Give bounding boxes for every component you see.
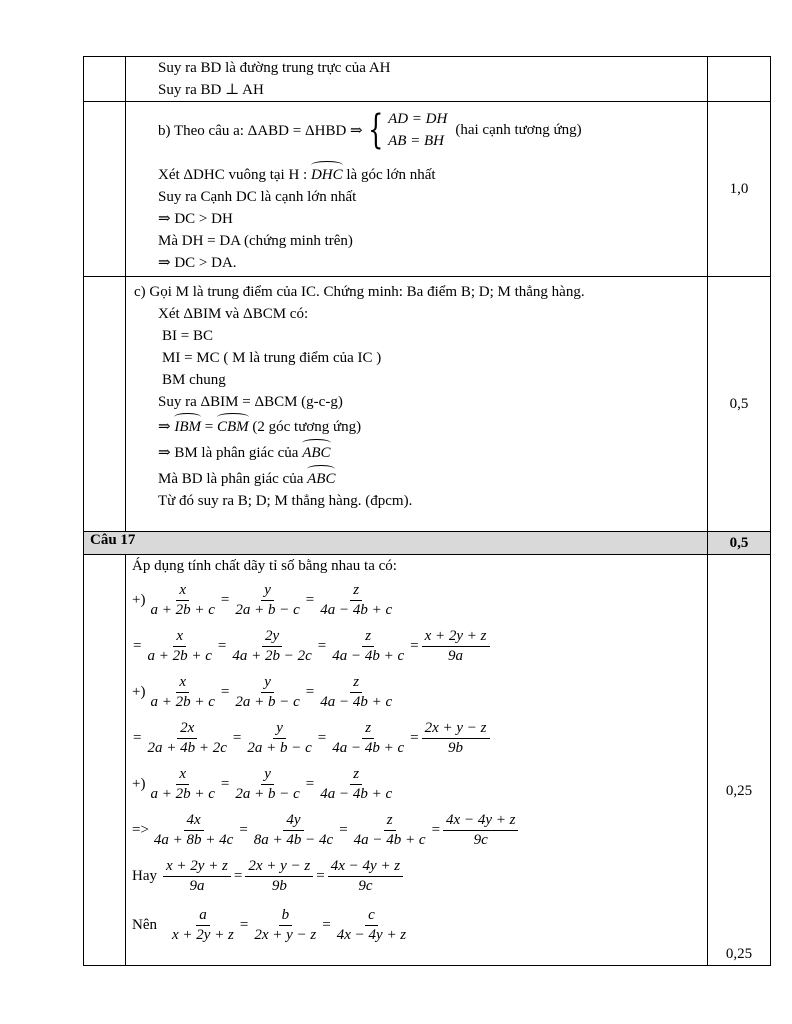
fraction: $\frac{c}{4x - 4y + z}$: [336, 906, 407, 943]
ratio-line: => $\frac{4x}{4a + 8b + 4c}$ = $\frac{4y}{8a + 4b - 4c}$ = $\frac{z}{4a - 4b + c}$ = $\frac{4x - 4y + z}{9c}$: [132, 807, 707, 853]
text-line: c) Gọi M là trung điểm của IC. Chứng minh: Ba điểm B; D; M thẳng hàng.: [134, 284, 585, 300]
text-span: +): [132, 683, 146, 700]
fraction: $\frac{4x - 4y + z}{9c}$: [443, 811, 518, 850]
system-eq-1: AD = DH: [388, 111, 448, 127]
fraction: $\frac{2x + y - z}{9b}$: [422, 719, 490, 758]
fraction: $\frac{a}{x + 2y + z}$: [172, 906, 234, 943]
ratio-line: +) $\frac{x}{a + 2b + c}$ = $\frac{y}{2a + b - c}$ = $\frac{z}{4a - 4b + c}$: [132, 761, 707, 807]
row-part-a-end: [84, 57, 771, 102]
grading-table: [83, 56, 771, 966]
row-question-17: [84, 555, 771, 966]
fraction: $\frac{z}{4a - 4b + c}$: [320, 673, 393, 710]
text-line: Áp dụng tính chất dãy tỉ số bằng nhau ta có:: [132, 558, 397, 574]
text-line: Suy ra Cạnh DC là cạnh lớn nhất: [158, 189, 357, 205]
congruence-line: [126, 102, 707, 158]
text-line: [126, 164, 707, 186]
system-eq-2: AB = BH: [388, 133, 445, 149]
angle-arc: ABC: [302, 442, 330, 464]
text-span: là góc lớn nhất: [346, 167, 436, 183]
text-line: Xét ΔBIM và ΔBCM có:: [158, 306, 309, 322]
text-line: [126, 442, 707, 464]
brace-icon: {: [367, 107, 383, 153]
text-line: Suy ra BD là đường trung trực của AH: [158, 60, 391, 76]
fraction: $\frac{x}{a + 2b + c}$: [147, 627, 212, 664]
fraction: $\frac{4y}{8a + 4b - 4c}$: [253, 811, 334, 848]
score-cell: 0,5: [708, 277, 771, 532]
fraction: $\frac{x + 2y + z}{9a}$: [422, 627, 490, 666]
text-span: ⇒: [158, 419, 171, 435]
score-cell: 0,25: [725, 946, 753, 962]
text-line: MI = MC ( M là trung điểm của IC ): [162, 350, 382, 366]
angle-arc: ABC: [307, 468, 335, 490]
text-line: BM chung: [162, 372, 226, 388]
fraction: $\frac{2y}{4a + 2b - 2c}$: [232, 627, 312, 664]
text-span: ⇒ BM là phân giác của: [158, 445, 299, 461]
question-17-header: [84, 532, 771, 555]
ratio-line: = $\frac{x}{a + 2b + c}$ = $\frac{2y}{4a + 2b - 2c}$ = $\frac{z}{4a - 4b + c}$ = $\frac{x + 2y + z}{9a}$: [132, 623, 707, 669]
text-span: (2 góc tương ứng): [252, 419, 362, 435]
text-line: Mà DH = DA (chứng minh trên): [158, 233, 353, 249]
fraction: $\frac{x}{a + 2b + c}$: [150, 673, 215, 710]
text-span: Mà BD là phân giác của: [158, 471, 304, 487]
score-column: [708, 555, 771, 966]
ratio-line: Hay $\frac{x + 2y + z}{9a}$ = $\frac{2x + y - z}{9b}$ = $\frac{4x - 4y + z}{9c}$: [132, 853, 707, 899]
equation-system: [363, 108, 448, 152]
text-line: BI = BC: [162, 328, 213, 344]
row-part-c: [84, 277, 771, 532]
text-line: ⇒ DC > DA.: [158, 255, 237, 271]
fraction: $\frac{4x - 4y + z}{9c}$: [328, 857, 403, 896]
lead-text: b) Theo câu a: ΔABD = ΔHBD ⇒: [158, 122, 363, 139]
fraction: $\frac{y}{2a + b - c}$: [235, 673, 300, 710]
text-line: [126, 416, 707, 438]
fraction: $\frac{b}{2x + y - z}$: [254, 906, 317, 943]
angle-arc: IBM: [174, 416, 201, 438]
fraction: $\frac{z}{4a - 4b + c}$: [332, 719, 405, 756]
ratio-line: +) $\frac{x}{a + 2b + c}$ = $\frac{y}{2a + b - c}$ = $\frac{z}{4a - 4b + c}$: [132, 669, 707, 715]
fraction: $\frac{z}{4a - 4b + c}$: [320, 765, 393, 802]
fraction: $\frac{y}{2a + b - c}$: [235, 581, 300, 618]
system-note: (hai cạnh tương ứng): [455, 121, 582, 138]
text-line: [126, 468, 707, 490]
text-span: Nên: [132, 916, 157, 933]
fraction: $\frac{z}{4a - 4b + c}$: [332, 627, 405, 664]
text-line: Suy ra ΔBIM = ΔBCM (g-c-g): [158, 394, 343, 410]
fraction: $\frac{x + 2y + z}{9a}$: [163, 857, 231, 896]
score-cell: 0,25: [725, 783, 753, 799]
row-a-content: [126, 57, 708, 102]
row-c-content: [126, 277, 708, 532]
text-span: +): [132, 591, 146, 608]
fraction: $\frac{x}{a + 2b + c}$: [150, 765, 215, 802]
fraction: $\frac{2x + y - z}{9b}$: [245, 857, 313, 896]
text-span: Hay: [132, 867, 157, 884]
fraction: $\frac{z}{4a - 4b + c}$: [320, 581, 393, 618]
text-line: Từ đó suy ra B; D; M thẳng hàng. (đpcm).: [158, 493, 413, 509]
fraction: $\frac{2x}{2a + 4b + 2c}$: [147, 719, 227, 756]
fraction: $\frac{x}{a + 2b + c}$: [150, 581, 215, 618]
ratio-line: = $\frac{2x}{2a + 4b + 2c}$ = $\frac{y}{2a + b - c}$ = $\frac{z}{4a - 4b + c}$ = $\frac{2x + y - z}{9b}$: [132, 715, 707, 761]
fraction: $\frac{z}{4a - 4b + c}$: [353, 811, 426, 848]
fraction: $\frac{4x}{4a + 8b + 4c}$: [153, 811, 234, 848]
fraction: $\frac{y}{2a + b - c}$: [247, 719, 312, 756]
question-score: 0,5: [708, 532, 771, 555]
text-span: Xét ΔDHC vuông tại H :: [158, 167, 308, 183]
score-cell: 1,0: [708, 102, 771, 277]
angle-arc: CBM: [217, 416, 249, 438]
text-span: +): [132, 775, 146, 792]
text-span: =>: [132, 821, 149, 838]
fraction: $\frac{y}{2a + b - c}$: [235, 765, 300, 802]
ratio-line: +) $\frac{x}{a + 2b + c}$ = $\frac{y}{2a + b - c}$ = $\frac{z}{4a - 4b + c}$: [132, 577, 707, 623]
question-label: Câu 17: [84, 532, 708, 555]
text-span: =: [204, 419, 214, 435]
text-line: ⇒ DC > DH: [158, 211, 233, 227]
row-17-content: [126, 555, 708, 966]
text-line: Suy ra BD ⊥ AH: [158, 82, 264, 98]
ratio-line: Nên $\frac{a}{x + 2y + z}$ = $\frac{b}{2x + y - z}$ = $\frac{c}{4x - 4y + z}$: [132, 899, 707, 951]
angle-arc: DHC: [311, 164, 343, 186]
row-b-content: [126, 102, 708, 277]
row-part-b: [84, 102, 771, 277]
